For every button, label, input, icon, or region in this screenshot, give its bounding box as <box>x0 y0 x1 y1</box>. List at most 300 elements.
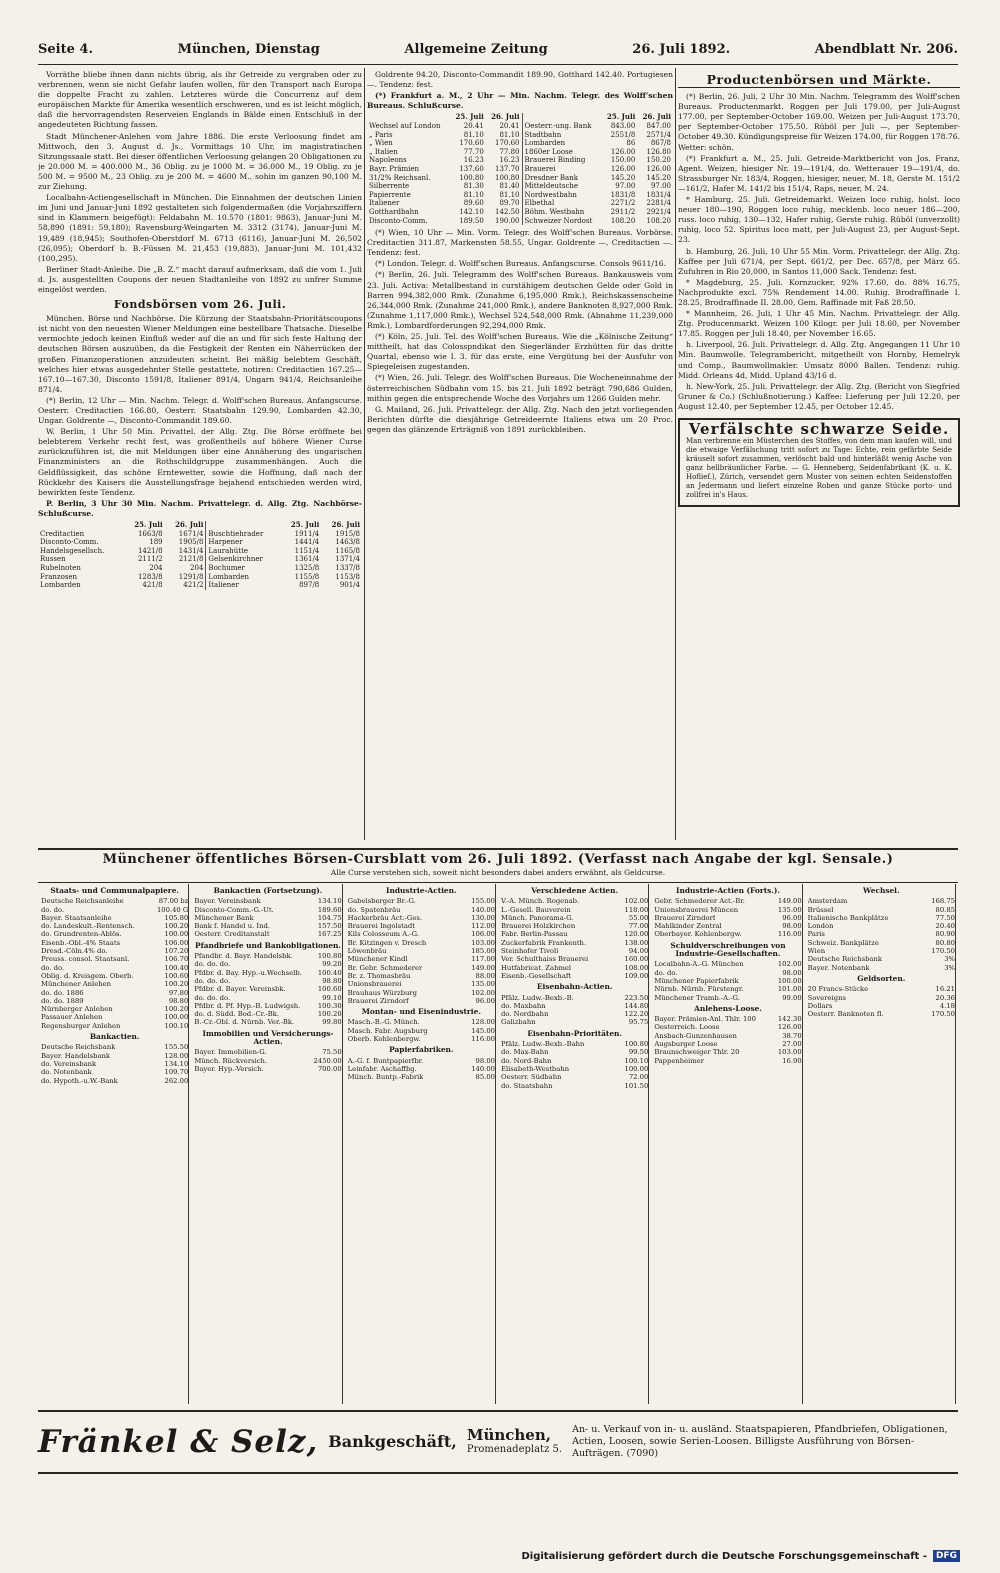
table-cell: Wechsel auf London <box>369 121 441 130</box>
table-cell: 97.00 <box>650 182 671 191</box>
kursblatt-row <box>194 914 341 922</box>
security-price: 20.36 <box>935 993 955 1002</box>
edition-label: Abendblatt Nr. 206. <box>814 42 958 57</box>
article-paragraph: G. Mailand, 26. Juli. Privattelegr. der Allg. Ztg. Nach den jetzt vorliegenden Berichten dürfte die diesjährige Getreideernte Italiens etwa um 20 Proc. gegen das glänzende Erträgniß von 1891 zurückbleiben. <box>367 404 673 434</box>
kursblatt-row <box>501 939 648 947</box>
table-row <box>38 573 362 582</box>
kursblatt-row <box>501 1040 648 1048</box>
table-cell: 901/4 <box>339 581 360 590</box>
security-price: 104.75 <box>317 913 342 922</box>
security-name: Passauer Anlehen <box>41 1013 103 1022</box>
kursblatt-row <box>41 930 188 938</box>
table-header-row <box>367 113 673 122</box>
kursblatt-row <box>654 1032 801 1040</box>
security-name: Bayer. Hyp.-Versich. <box>194 1064 264 1073</box>
security-price: 170.50 <box>931 947 955 956</box>
kursblatt-row <box>194 994 341 1002</box>
section-title-producten: Productenbörsen und Märkte. <box>678 75 960 88</box>
table-cell: Papierrente <box>369 190 411 199</box>
table-cell: Lombarden <box>522 139 602 148</box>
security-name: Br. Gebr. Schmederer <box>347 963 423 972</box>
table-cell: 81.30 <box>463 182 484 191</box>
table-cell: 142.10 <box>459 207 484 216</box>
security-name: A.-G. f. Buntpapierfbr. <box>347 1056 424 1065</box>
ad-text: Man verbrenne ein Müsterchen des Stoffes, von dem man kaufen will, und die etwaige Verfälschung tritt sofort zu Tage: Echte, rein gefärbte Seide kräuselt sofort zusammen, verlöscht bald und hinterläßt wenig Asche von ganz hellbräunlicher Farbe. — G. Henneberg, Seidenfabrikant (K. u. K. Hoflief.), Zürich, versendet gern Muster von seinen echten Seidenstoffen an Jedermann und liefert einzelne Roben und ganze Stücke porto- und zollfrei in's Haus. <box>686 437 952 500</box>
security-price: 20.40 <box>935 922 955 931</box>
kursblatt-row <box>194 985 341 993</box>
security-name: do. Spatenbräu <box>347 905 401 914</box>
silk-advertisement <box>678 418 960 507</box>
table-header-row <box>38 521 362 530</box>
table-cell: Elbethal <box>522 199 602 208</box>
security-price: 116.00 <box>777 930 802 939</box>
table-cell: 77.70 <box>463 147 484 156</box>
table-cell: 1165/8 <box>335 546 360 555</box>
security-name: Oesterr. Creditanstalt <box>194 930 270 939</box>
kursblatt-row <box>194 930 341 938</box>
nachboerse-table <box>38 521 362 590</box>
table-cell: Buschtiehrader <box>206 530 281 539</box>
kursblatt-row <box>501 922 648 930</box>
bank-advertisement <box>38 1410 958 1474</box>
kursblatt-row <box>41 1077 188 1085</box>
article-paragraph: (*) Berlin, 26. Juli. Telegramm des Wolff'schen Bureaus. Bankausweis vom 23. Juli. Activa: Metallbestand in curstähigem deutschen Gelde oder Gold in Barren 994,382,000 Rmk. (Zunahme 6,195,000 Rmk.), Reichskassenscheine 26,344,000 Rmk. (Zunahme 241,000 Rmk.), andere Banknoten 8,927,000 Rmk. (Zunahme 1,117,000 Rmk.), Wechsel 524,548,000 Rmk. (Abnahme 11,239,000 Rmk.), Lombardforderungen 92,294,000 Rmk. <box>367 270 673 330</box>
table-cell: 204 <box>149 564 163 572</box>
security-name: do. Hypoth.-u.W.-Bank <box>41 1076 118 1085</box>
kursblatt-row <box>501 1010 648 1018</box>
kursblatt-row <box>654 930 801 938</box>
table-cell: Franzosen <box>40 572 78 581</box>
kursblatt-row <box>41 1022 188 1030</box>
table-cell: 1431/4 <box>178 546 204 555</box>
security-price: 102.00 <box>471 988 495 997</box>
table-cell: 1463/8 <box>335 538 360 547</box>
security-price: 155.50 <box>164 1043 189 1052</box>
security-price: 102.00 <box>624 897 649 906</box>
kursblatt-row <box>808 939 955 947</box>
security-name: Bayer. Prämien-Anl. Thlr. 100 <box>654 1015 756 1024</box>
security-price: 100.80 <box>317 952 342 961</box>
kursblatt-row <box>41 939 188 947</box>
table-cell: 1905/8 <box>178 538 204 547</box>
kursblatt-row <box>501 1002 648 1010</box>
security-name: Amsterdam <box>807 897 848 906</box>
security-price: 80.90 <box>935 930 955 939</box>
security-price: 134.10 <box>317 897 342 906</box>
security-price: 189.60 <box>317 905 342 914</box>
table-cell: Disconto-Comm. <box>40 538 99 547</box>
table-cell: 1151/4 <box>294 546 320 555</box>
table-cell: Gelsenkirchner <box>206 555 281 564</box>
kursblatt-row <box>41 1052 188 1060</box>
table-cell: 20.41 <box>463 121 484 130</box>
security-name: do. Staatsbahn <box>501 1081 553 1090</box>
table-cell: Brauerei <box>522 165 602 174</box>
footer-text: Digitalisierung gefördert durch die Deutsche Forschungsgemeinschaft - <box>521 1550 927 1562</box>
table-cell: 150.20 <box>646 156 671 165</box>
article-paragraph: W. Berlin, 1 Uhr 50 Min. Privattel. der Allg. Ztg. Die Börse eröffnete bei belebterem Verkehr recht fest, was großentheils auf höhere Wiener Curse zurückzuführen ist, die mit Meldungen über eine Annäherung des ungarischen Finanzministers an die Rothschildgruppe zusammenhängen. Auch die Geldflüssigkeit, das schöne Erntewetter, sowie die Hoffnung, daß nach der Rückkehr des Kaisers die Ausstellungsfrage bejahend entschieden werden wird, bewirkten feste Tendenz. <box>38 427 362 497</box>
security-name: Oblig. d. Kreisgem. Oberb. <box>41 971 134 980</box>
table-header-cell <box>206 521 281 530</box>
table-cell: Italiener <box>206 581 281 590</box>
security-price: 170.50 <box>931 1010 955 1019</box>
kursblatt-column <box>498 884 649 1404</box>
kursblatt-row <box>194 960 341 968</box>
kursblatt-row <box>348 906 495 914</box>
security-price: 87.00 bz <box>158 897 189 906</box>
kursblatt-title: Münchener öffentliches Börsen-Cursblatt vom 26. Juli 1892. (Verfasst nach Angabe der kgl. Sensale.) <box>102 852 894 867</box>
security-name: do. Max-Bahn <box>501 1048 549 1057</box>
security-name: Brauerei Ingolstadt <box>347 922 415 931</box>
security-name: Pfandbr. d. Bayr. Handelsbk. <box>194 952 293 961</box>
table-row <box>367 191 673 200</box>
table-cell: 847.00 <box>646 121 671 130</box>
security-price: 77.50 <box>935 913 955 922</box>
article-paragraph: (*) Berlin, 12 Uhr — Min. Nachm. Telegr. d. Wolff'schen Bureaus. Anfangscurse. Oesterr. Creditactien 166.80, Oesterr. Staatsbahn 129.90, Lombarden 42.30, Ungar. Goldrente —, Disconto-Commandit 189.60. <box>38 395 362 426</box>
kursblatt-row <box>501 964 648 972</box>
security-name: do. do. <box>41 963 65 972</box>
dfg-logo: DFG <box>933 1550 960 1562</box>
kursblatt-row <box>194 906 341 914</box>
article-paragraph: * Hamburg, 25. Juli. Getreidemarkt. Weizen loco ruhig, holst. loco neuer 180—190, Roggen loco ruhig, mecklenb. loco neuer 186—200, russ. loco ruhig, 130—132, Hafer ruhig, Gerste ruhig. Rüböl (unverzollt) ruhig, loco 52. Spiritus loco matt, per Juli-August 23, per August-Sept. 23. <box>678 195 960 245</box>
table-cell: 89.60 <box>463 199 484 208</box>
security-price: 122.20 <box>624 1010 649 1019</box>
page-header <box>38 42 958 65</box>
security-name: Münchener Kindl <box>347 955 408 964</box>
column-divider <box>675 68 676 840</box>
kursblatt-row <box>348 1027 495 1035</box>
security-name: do. do. 1886 <box>41 988 84 997</box>
security-name: Pfälz. Ludw.-Bexb.-Bahn <box>501 1040 585 1049</box>
security-name: Eisenb.-Gesellschaft <box>501 971 572 980</box>
security-price: 75.50 <box>322 1048 342 1057</box>
security-price: 96.00 <box>475 996 495 1005</box>
table-cell: Laurahütte <box>206 547 281 556</box>
security-price: 99.10 <box>322 993 342 1002</box>
firm-kind: Bankgeschäft, <box>328 1432 457 1451</box>
table-cell: 77.80 <box>499 147 520 156</box>
kursblatt-row <box>501 914 648 922</box>
table-cell: Disconto-Comm. <box>369 216 428 225</box>
kursblatt-row <box>808 897 955 905</box>
kursblatt-row <box>348 955 495 963</box>
security-price: 2450.00 <box>313 1056 342 1065</box>
security-name: Unionsbrauerei <box>347 980 402 989</box>
column-divider <box>364 68 365 840</box>
kursblatt-row <box>41 980 188 988</box>
security-price: 100.20 <box>164 922 189 931</box>
kursblatt-row <box>654 1048 801 1056</box>
security-name: Bayer. Notenbank <box>807 963 870 972</box>
kursblatt-row <box>808 955 955 963</box>
security-price: 106.00 <box>471 930 495 939</box>
security-name: Löwenbräu <box>347 947 387 956</box>
security-name: Hackerbräu Act.-Ges. <box>347 913 423 922</box>
kursblatt-row <box>808 922 955 930</box>
kursblatt-section-heading: Schuldverschreibungen von Industrie-Gesellschaften. <box>670 940 786 959</box>
kursblatt-row <box>41 1005 188 1013</box>
article-paragraph: h. New-York, 25. Juli. Privattelegr. der Allg. Ztg. (Bericht von Siegfried Gruner & Co.) (Schlußnotierung.) Kaffee: Lieferung per Juli 12.20, per August 12.40, per September 12.45, per October 12.45. <box>678 381 960 411</box>
table-cell: Napoleons <box>369 156 407 165</box>
security-price: 107.20 <box>164 947 189 956</box>
kursblatt-section-heading: Industrie-Actien. <box>386 886 457 895</box>
kursblatt-row <box>194 1002 341 1010</box>
security-price: 98.80 <box>322 976 342 985</box>
kursblatt-row <box>808 1002 955 1010</box>
security-name: Brauerei Zirndorf <box>654 913 716 922</box>
kursblatt-row <box>501 930 648 938</box>
security-price: 100.40 G <box>156 905 189 914</box>
article-paragraph: (*) Wien, 10 Uhr — Min. Vorm. Telegr. des Wolff'schen Bureaus. Vorbörse. Creditactien 311.87, Markensten 58.55, Ungar. Goldrente —, Creditactien —. Tendenz: fest. <box>367 228 673 258</box>
kursblatt-section-heading: Pfandbriefe und Bankobligationen. <box>195 940 341 950</box>
table-cell: 204 <box>190 564 204 572</box>
kursblatt-row <box>41 955 188 963</box>
table-cell: 189.50 <box>459 216 484 225</box>
table-cell: 16.23 <box>463 156 484 165</box>
security-price: 101.00 <box>777 985 802 994</box>
security-price: 100.20 <box>164 980 189 989</box>
kursblatt-row <box>654 914 801 922</box>
table-cell: Gotthardbahn <box>369 207 419 216</box>
table-row <box>38 530 362 539</box>
security-name: Sovereigns <box>807 993 846 1002</box>
table-cell: 81.10 <box>463 190 484 199</box>
security-name: Br. Kitzingen v. Dresch <box>347 938 427 947</box>
security-price: 155.00 <box>471 897 495 906</box>
kursblatt-row <box>41 1043 188 1051</box>
security-price: 100.20 <box>317 1010 342 1019</box>
table-cell: 89.70 <box>499 199 520 208</box>
table-header-cell <box>522 113 602 122</box>
kursblatt-row <box>41 922 188 930</box>
kursblatt-row <box>654 969 801 977</box>
kursblatt-section-heading: Immobilien und Versicherungs-Actien. <box>202 1028 334 1047</box>
kursblatt-section-heading: Eisenbahn-Actien. <box>536 982 613 992</box>
table-cell: Rubelnoten <box>40 564 81 572</box>
security-price: 100.00 <box>624 1064 649 1073</box>
kursblatt-row <box>654 960 801 968</box>
firm-address <box>466 1425 563 1456</box>
table-row <box>367 122 673 131</box>
security-price: 38.70 <box>782 1031 802 1040</box>
table-cell: 1421/8 <box>137 546 163 555</box>
table-row <box>367 148 673 157</box>
security-name: Münch. Buntp.-Fabrik <box>347 1073 424 1082</box>
kursblatt-section-heading: Bankactien. <box>89 1032 140 1042</box>
kursblatt-row <box>501 1082 648 1090</box>
table-cell: Bochumer <box>206 564 281 573</box>
article-paragraph: * Mannheim, 26. Juli, 1 Uhr 45 Min. Nachm. Privattelegr. der Allg. Ztg. Producenmarkt. Weizen 100 Kilogr. per Juli 18.60, per November 17.85. Roggen per Juli 18.40, per November 16.65. <box>678 309 960 339</box>
security-price: 130.00 <box>471 913 495 922</box>
security-name: Brauhaus Würzburg <box>347 988 418 997</box>
security-name: Braunschweiger Thlr. 20 <box>654 1048 740 1057</box>
kursblatt-row <box>654 897 801 905</box>
kursblatt-row <box>348 1018 495 1026</box>
article-paragraph: Vorräthe bliebe ihnen dann nichts übrig, als ihr Getreide zu vergraben oder zu verbrennen, wenn sie nicht Gefahr laufen wollen, für den Transport nach Europa die doppelte Fracht zu zahlen. Letzteres würde die Concurrenz auf dem europäischen Markte für Amerika wesentlich erschweren, und es ist leicht möglich, daß die hervorragendsten Reserveien Englands in Bälde einen Entschluß in der angedeuteten Richtung fassen. <box>38 70 362 130</box>
article-paragraph: * Magdeburg, 25. Juli. Kornzucker, 92% 17.60, do. 88% 16.75, Nachprodukte excl. 75% Rendement 14.00. Ruhig. Brodraffinade I. 28.25, Brodraffinade II. 28.00, Gem. Raffinade mit Faß 28.50. <box>678 277 960 307</box>
security-price: 135.00 <box>777 905 802 914</box>
table-cell: 81.10 <box>499 190 520 199</box>
table-cell: Böhm. Westbahn <box>522 208 602 217</box>
security-name: do. Nord-Bahn <box>501 1056 552 1065</box>
kursblatt-row <box>654 1057 801 1065</box>
security-price: 112.00 <box>471 922 495 931</box>
section-title-fondsboersen: Fondsbörsen vom 26. Juli. <box>113 298 287 312</box>
security-price: 77.00 <box>628 922 649 931</box>
table-header-cell <box>367 113 450 122</box>
security-name: Fabr. Berlin-Passau <box>501 930 568 939</box>
table-cell: „ Paris <box>369 130 393 139</box>
security-price: 103.00 <box>777 1048 802 1057</box>
security-price: 108.00 <box>624 963 649 972</box>
table-cell: 126.00 <box>610 164 636 173</box>
security-price: 101.50 <box>624 1081 649 1090</box>
table-cell: 1831/4 <box>646 190 671 199</box>
security-name: Oesterreich. Loose <box>654 1023 720 1032</box>
table-cell: 1371/4 <box>335 555 360 564</box>
security-name: Steinhofer Tivoli <box>501 947 559 956</box>
security-price: 109.70 <box>164 1068 189 1077</box>
security-price: 72.00 <box>628 1073 649 1082</box>
kursblatt-row <box>348 1035 495 1043</box>
newspaper-title: Allgemeine Zeitung <box>404 42 548 57</box>
kursblatt-row <box>41 906 188 914</box>
table-cell: 142.50 <box>495 207 520 216</box>
security-name: V.-A. Münch. Rogenab. <box>501 897 580 906</box>
kursblatt-row <box>808 930 955 938</box>
security-price: 145.00 <box>471 1026 495 1035</box>
security-name: do. do. <box>654 968 678 977</box>
kursblatt-row <box>41 997 188 1005</box>
security-name: do. Notenbank <box>41 1068 92 1077</box>
security-price: 55.00 <box>628 913 649 922</box>
table-header-cell: 25. Juli <box>606 112 636 122</box>
table-cell: 31/2% Reichsanl. <box>369 173 431 182</box>
table-cell: 421/8 <box>142 581 163 590</box>
kursblatt-row <box>808 994 955 1002</box>
security-price: 223.50 <box>624 993 649 1002</box>
security-name: Deutsche Reichsbank <box>41 1043 116 1052</box>
table-cell: 2551/8 <box>610 130 636 139</box>
table-cell: Lombarden <box>40 581 81 590</box>
kursblatt-row <box>501 947 648 955</box>
security-price: 100.00 <box>164 930 189 939</box>
security-price: 96.00 <box>782 913 802 922</box>
table-cell: 2911/2 <box>610 207 636 216</box>
security-name: 20 Francs-Stücke <box>807 985 869 994</box>
kursblatt-column <box>651 884 802 1404</box>
kursblatt-section-heading: Verschiedene Actien. <box>531 886 619 895</box>
table-header-cell <box>38 521 124 530</box>
security-name: Disconto-Comm.-G.-Ut. <box>194 905 274 914</box>
kursblatt-row <box>501 994 648 1002</box>
kursblatt-section-heading: Anlehens-Loose. <box>694 1003 762 1013</box>
kursblatt-row <box>194 969 341 977</box>
security-name: Unionsbrauerei Müncen <box>654 905 739 914</box>
security-price: 700.00 <box>317 1064 342 1073</box>
table-cell: 1663/8 <box>137 529 163 538</box>
kursblatt-row <box>501 1065 648 1073</box>
security-price: 99.00 <box>782 993 802 1002</box>
security-name: Italienische Bankplätze <box>807 913 889 922</box>
kursblatt-row <box>41 897 188 905</box>
article-paragraph: (*) Köln, 25. Juli. Tel. des Wolff'schen Bureaus. Wie die „Kölnische Zeitung“ mittheilt, hat das Colosspndikat den Siegerländer Erzhütten für das dritte Quartal, ebenso wie I. 3. für das erste, eine Vergütung bei der Ausfuhr von Spiegeleisen zugestanden. <box>367 332 673 372</box>
security-name: Paris <box>807 930 825 939</box>
security-price: 97.80 <box>168 988 189 997</box>
table-cell: 108.20 <box>646 216 671 225</box>
firm-name: Fränkel & Selz, <box>38 1424 319 1460</box>
security-name: Masch.-B.-G. Münch. <box>347 1018 420 1027</box>
table-cell: 137.70 <box>495 164 520 173</box>
kursblatt-row <box>654 1015 801 1023</box>
kursblatt-column <box>191 884 342 1404</box>
table-cell: 16.23 <box>499 156 520 165</box>
kursblatt-row <box>501 906 648 914</box>
security-name: Münchener Papierfabrik <box>654 976 739 985</box>
kursblatt-row <box>194 977 341 985</box>
kursblatt-row <box>194 1018 341 1026</box>
security-price: 117.00 <box>471 955 495 964</box>
security-price: 85.00 <box>475 1073 495 1082</box>
table-cell: Nordwestbahn <box>522 191 602 200</box>
security-price: 134.10 <box>164 1059 189 1068</box>
security-name: Münchener Anlehen <box>41 980 111 989</box>
table-cell: 126.80 <box>646 147 671 156</box>
security-price: 100.60 <box>164 971 189 980</box>
security-name: Oberbayer. Kohlenbergw. <box>654 930 742 939</box>
kursblatt-section-heading: Bankactien (Fortsetzung). <box>213 886 323 895</box>
security-price: 98.00 <box>475 1056 495 1065</box>
table-cell: Oesterr.-ung. Bank <box>522 122 602 131</box>
table-cell: 86 <box>626 139 636 148</box>
security-name: Gebr. Schmederer Act.-Br. <box>654 897 745 906</box>
security-price: 100.10 <box>164 1021 189 1030</box>
table-cell: 1283/8 <box>137 572 163 581</box>
table-cell: Silberrente <box>369 182 410 191</box>
table-cell: 2571/4 <box>646 130 671 139</box>
table-row <box>367 165 673 174</box>
kursblatt-row <box>194 922 341 930</box>
table-header-cell: 26. Juli <box>175 520 204 530</box>
security-name: do. do. <box>41 905 65 914</box>
table-cell: 867/8 <box>650 139 671 148</box>
kursblatt-row <box>501 1048 648 1056</box>
table-cell: 145.20 <box>646 173 671 182</box>
security-name: Preuss. consol. Staatsanl. <box>41 955 130 964</box>
security-name: Pfälz. Ludw.-Bexb.-B. <box>501 993 574 1002</box>
security-name: Dresd.-Cöln.4% do. <box>41 947 108 956</box>
security-name: Brauerei Zirndorf <box>347 996 409 1005</box>
kursblatt-row <box>41 1013 188 1021</box>
security-name: Gabelsberger Br.-G. <box>347 897 416 906</box>
security-name: B.-Cr.-Obl. d. Nürnb. Ver.-Bk. <box>194 1018 295 1027</box>
kursblatt-section-heading: Eisenbahn-Prioritäten. <box>527 1028 622 1038</box>
table-cell: 1325/8 <box>294 564 320 572</box>
security-name: Brauerei Holzkirchen <box>501 922 576 931</box>
kursblatt-section-heading: Geldsorten. <box>857 973 906 983</box>
security-price: 138.00 <box>624 938 649 947</box>
security-price: 140.00 <box>471 905 495 914</box>
security-name: Oesterr. Banknoten fl. <box>807 1010 884 1019</box>
table-cell: 126.00 <box>646 164 671 173</box>
security-name: do. do. do. <box>194 993 231 1002</box>
security-price: 27.00 <box>782 1040 802 1049</box>
security-name: do. Landeskult.-Rentensch. <box>41 922 135 931</box>
table-header-cell: 26. Juli <box>491 112 520 122</box>
table-cell: 137.60 <box>459 164 484 173</box>
security-name: Regensburger Anlehen <box>41 1021 121 1030</box>
security-name: Zuckerfabrik Frankenth. <box>501 938 587 947</box>
